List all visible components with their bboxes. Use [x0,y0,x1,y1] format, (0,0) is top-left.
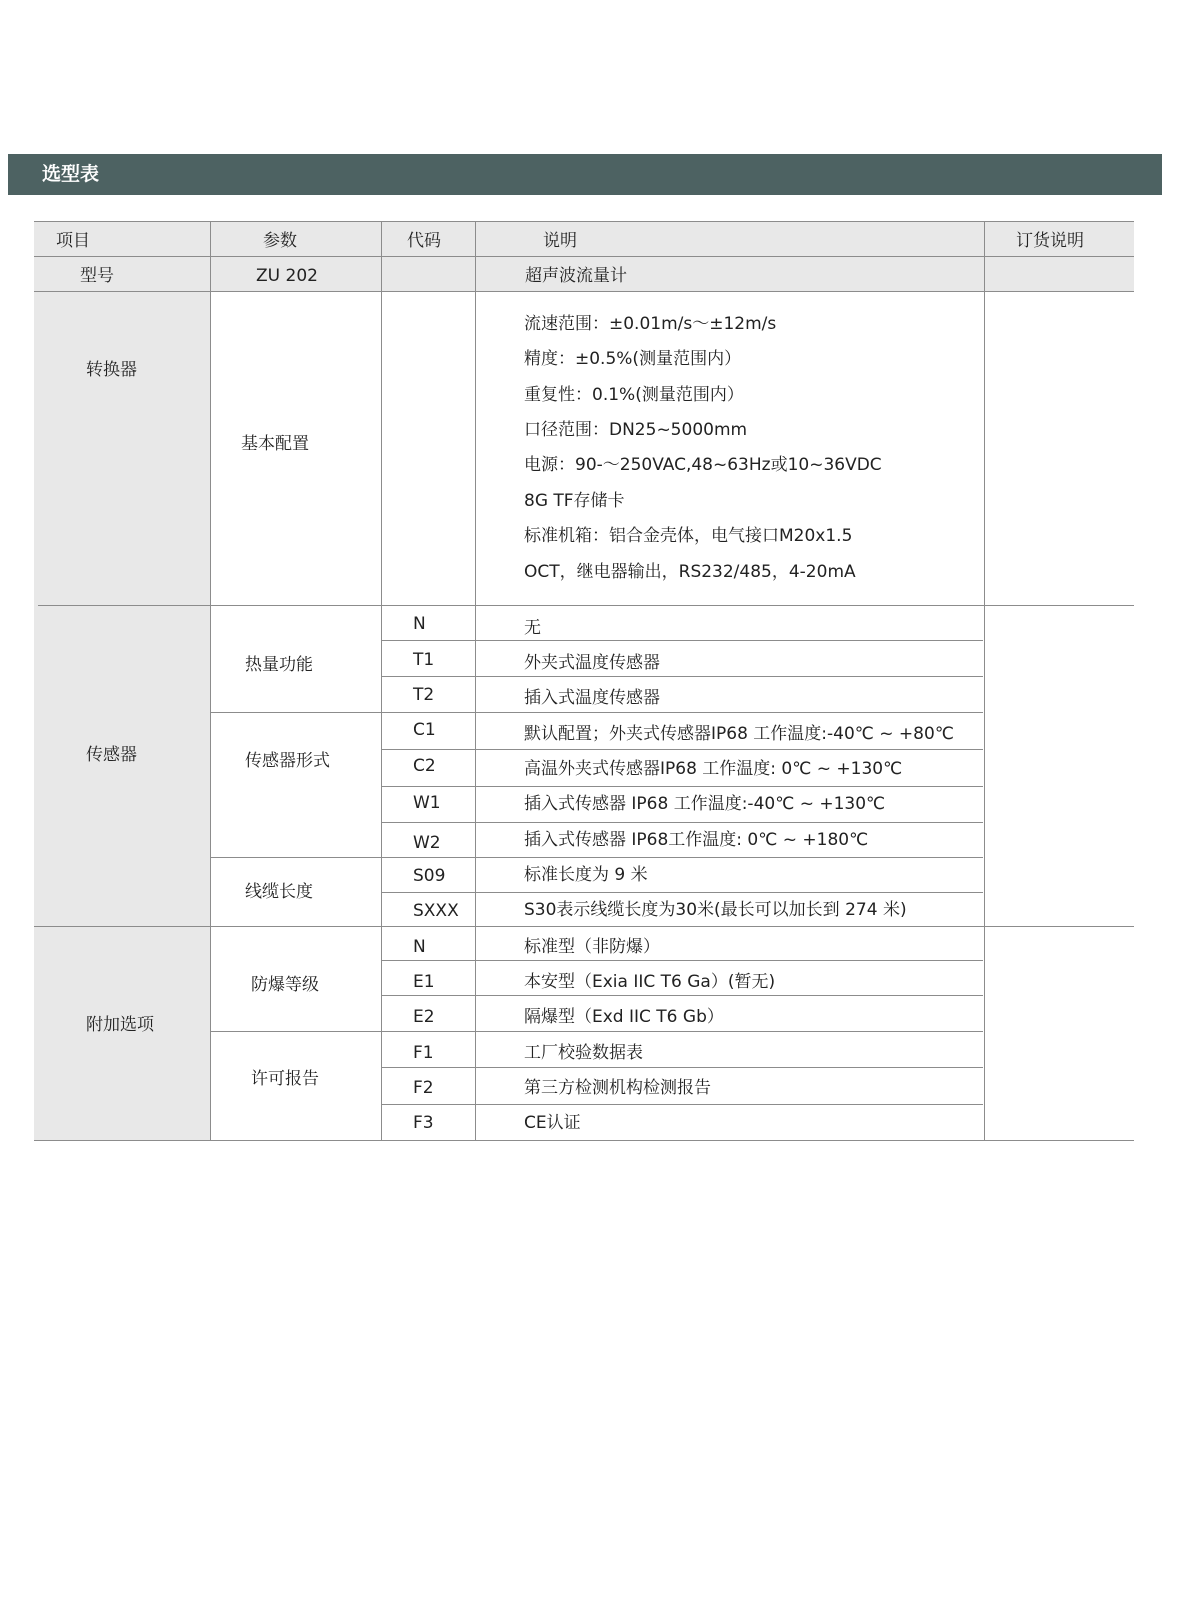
header-code: 代码 [407,231,441,251]
option-code: T1 [413,650,435,670]
option-desc: 无 [524,618,541,638]
table-rule [381,786,983,787]
table-rule [34,221,1134,222]
table-rule [34,926,1134,927]
item-column-bg [34,291,210,1141]
form-param: 传感器形式 [245,751,330,771]
option-desc: 第三方检测机构检测报告 [524,1078,711,1098]
table-rule [34,291,1134,292]
column-rule [210,221,211,1141]
sensor-label: 传感器 [86,745,137,765]
converter-spec: 电源：90-～250VAC,48~63Hz或10~36VDC [524,455,882,475]
option-code: F2 [413,1078,434,1098]
header-param: 参数 [263,231,297,251]
model-label: 型号 [80,266,114,286]
section-title: 选型表 [8,154,1162,195]
header-row-bg [34,222,1134,256]
option-code: F3 [413,1113,434,1133]
option-code: SXXX [413,901,459,921]
header-item: 项目 [56,231,90,251]
option-desc: 隔爆型（Exd IIC T6 Gb） [524,1007,724,1027]
table-rule [381,1067,983,1068]
table-rule [34,1140,1134,1141]
converter-spec: 8G TF存储卡 [524,491,625,511]
column-rule [475,221,476,1141]
cable-param: 线缆长度 [245,882,313,902]
option-desc: 插入式传感器 IP68工作温度: 0℃ ~ +180℃ [524,830,869,850]
option-desc: 标准型（非防爆） [524,937,660,957]
option-desc: CE认证 [524,1113,581,1133]
option-desc: 插入式传感器 IP68 工作温度:-40℃ ~ +130℃ [524,794,886,814]
converter-spec: 精度：±0.5%(测量范围内） [524,349,742,369]
option-code: N [413,937,426,957]
option-code: W1 [413,793,441,813]
option-code: C1 [413,720,436,740]
table-rule [381,822,983,823]
model-desc: 超声波流量计 [525,266,627,286]
option-desc: 外夹式温度传感器 [524,653,660,673]
table-rule [210,1031,983,1032]
table-rule [381,960,983,961]
table-rule [381,640,983,641]
heat-param: 热量功能 [245,655,313,675]
option-code: S09 [413,866,446,886]
table-rule [38,605,1134,606]
header-desc: 说明 [543,231,577,251]
options-label: 附加选项 [86,1015,154,1035]
table-rule [210,857,983,858]
table-rule [381,995,983,996]
table-rule [381,749,983,750]
option-desc: 标准长度为 9 米 [524,865,648,885]
option-desc: 工厂校验数据表 [524,1043,643,1063]
model-value: ZU 202 [256,266,318,286]
converter-spec: 口径范围：DN25~5000mm [524,420,748,440]
table-rule [381,1104,983,1105]
header-order: 订货说明 [1016,231,1084,251]
option-desc: 高温外夹式传感器IP68 工作温度: 0℃ ~ +130℃ [524,759,903,779]
table-rule [381,892,983,893]
option-code: T2 [413,685,435,705]
option-desc: 插入式温度传感器 [524,688,660,708]
option-code: E1 [413,972,435,992]
converter-spec: 标准机箱：铝合金壳体，电气接口M20x1.5 [524,526,853,546]
option-code: W2 [413,833,441,853]
explosion-param: 防爆等级 [251,975,319,995]
option-desc: 本安型（Exia IIC T6 Ga）(暂无) [524,972,776,992]
license-param: 许可报告 [251,1069,319,1089]
converter-param: 基本配置 [241,434,309,454]
column-rule [381,221,382,1141]
table-rule [210,712,983,713]
converter-spec: OCT，继电器输出，RS232/485，4-20mA [524,562,856,582]
table-rule [34,256,1134,257]
option-desc: 默认配置；外夹式传感器IP68 工作温度:-40℃ ~ +80℃ [524,724,954,744]
option-code: F1 [413,1043,434,1063]
column-rule [984,221,985,1141]
option-code: N [413,614,426,634]
option-desc: S30表示线缆长度为30米(最长可以加长到 274 米) [524,900,907,920]
converter-spec: 重复性：0.1%(测量范围内） [524,385,744,405]
option-code: C2 [413,756,436,776]
converter-spec: 流速范围：±0.01m/s～±12m/s [524,314,777,334]
converter-label: 转换器 [86,360,137,380]
table-rule [381,676,983,677]
option-code: E2 [413,1007,435,1027]
